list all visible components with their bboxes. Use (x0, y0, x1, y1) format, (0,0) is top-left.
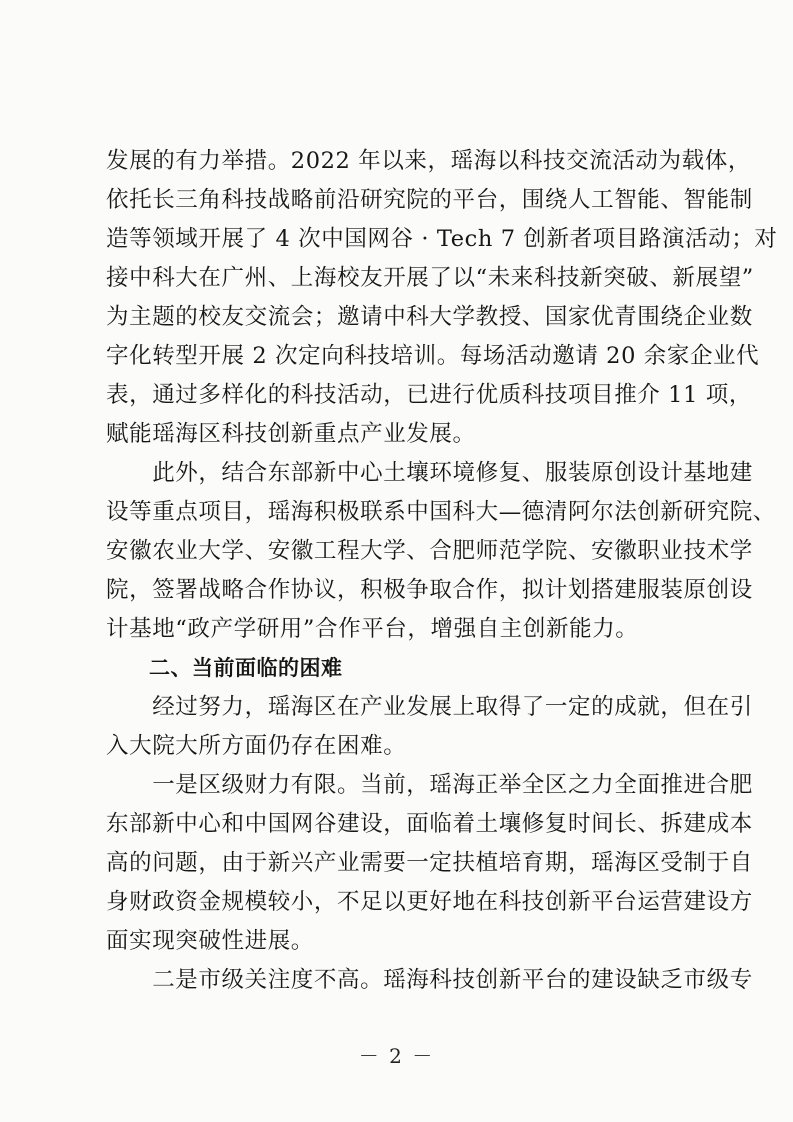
text-line: 发展的有力举措。2022 年以来，瑶海以科技交流活动为载体， (106, 148, 751, 174)
text-line: 表，通过多样化的科技活动，已进行优质科技项目推介 11 项， (106, 382, 752, 408)
text-line: 设等重点项目，瑶海积极联系中国科大—德清阿尔法创新研究院、 (106, 499, 776, 525)
page-number: － 2 － (358, 1044, 435, 1068)
text-line: 院，签署战略合作协议，积极争取合作，拟计划搭建服装原创设 (106, 577, 753, 603)
text-line: 赋能瑶海区科技创新重点产业发展。 (106, 421, 476, 447)
text-line: 身财政资金规模较小，不足以更好地在科技创新平台运营建设方 (106, 889, 753, 915)
text-line: 造等领域开展了 4 次中国网谷 · Tech 7 创新者项目路演活动；对 (106, 226, 778, 252)
text-line: 二是市级关注度不高。瑶海科技创新平台的建设缺乏市级专 (106, 967, 753, 993)
text-line: 计基地“政产学研用”合作平台，增强自主创新能力。 (106, 616, 639, 642)
text-line: 依托长三角科技战略前沿研究院的平台，围绕人工智能、智能制 (106, 187, 753, 213)
text-line: 东部新中心和中国网谷建设，面临着土壤修复时间长、拆建成本 (106, 811, 753, 837)
document-body (106, 142, 778, 1000)
text-line: 面实现突破性进展。 (106, 928, 314, 954)
text-line: 高的问题，由于新兴产业需要一定扶植培育期，瑶海区受制于自 (106, 850, 753, 876)
text-line: 安徽农业大学、安徽工程大学、合肥师范学院、安徽职业技术学 (106, 538, 753, 564)
text-line: 经过努力，瑶海区在产业发展上取得了一定的成就，但在引 (106, 694, 753, 720)
text-line: 一是区级财力有限。当前，瑶海正举全区之力全面推进合肥 (106, 772, 753, 798)
text-line: 接中科大在广州、上海校友开展了以“未来科技新突破、新展望” (106, 265, 754, 291)
text-line: 入大院大所方面仍存在困难。 (106, 733, 407, 759)
text-line: 此外，结合东部新中心土壤环境修复、服装原创设计基地建 (106, 460, 753, 486)
section-heading: 二、当前面临的困难 (106, 656, 343, 680)
text-line: 字化转型开展 2 次定向科技培训。每场活动邀请 20 余家企业代 (106, 343, 760, 369)
text-line: 为主题的校友交流会；邀请中科大学教授、国家优青围绕企业数 (106, 304, 753, 330)
